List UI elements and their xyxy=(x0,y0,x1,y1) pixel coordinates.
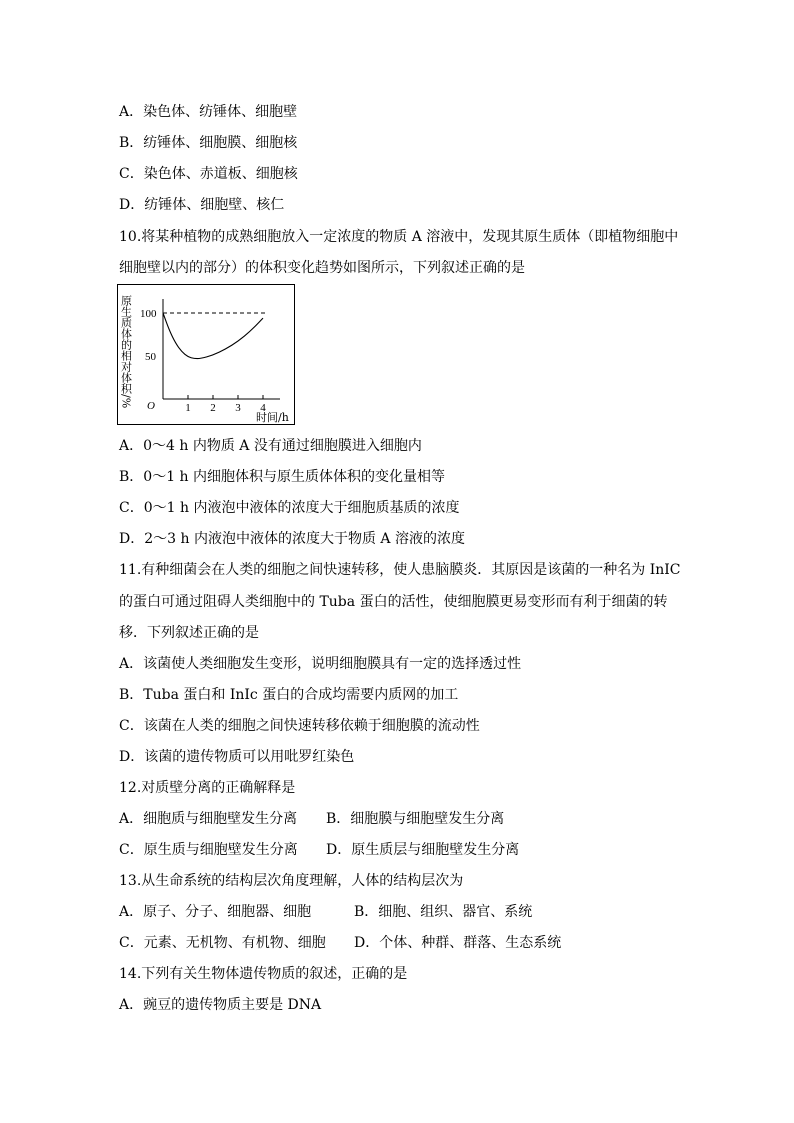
q13-option-b: B．细胞、组织、器官、系统 xyxy=(354,904,533,920)
q12-option-a: A．细胞质与细胞壁发生分离 xyxy=(119,811,298,827)
q11-option-d: D．该菌的遗传物质可以用吡罗红染色 xyxy=(119,749,355,765)
q11-option-b: B．Tuba 蛋白和 InIc 蛋白的合成均需要内质网的加工 xyxy=(119,687,459,703)
q10-option-a: A．0～4 h 内物质 A 没有通过细胞膜进入细胞内 xyxy=(119,438,422,454)
q11-option-c: C．该菌在人类的细胞之间快速转移依赖于细胞膜的流动性 xyxy=(119,718,480,734)
x-tick-label-1: 1 xyxy=(185,402,191,414)
x-ticks xyxy=(185,395,266,414)
y-axis-label: 原生质体的相对体积/% xyxy=(119,295,133,409)
y-tick-label-100: 100 xyxy=(140,308,157,320)
q9-option-b: B．纺锤体、细胞膜、细胞核 xyxy=(119,135,298,151)
q12-option-b: B．细胞膜与细胞壁发生分离 xyxy=(326,811,505,827)
q10-option-b: B．0～1 h 内细胞体积与原生质体体积的变化量相等 xyxy=(119,469,446,485)
q12-option-d: D．原生质层与细胞壁发生分离 xyxy=(326,842,520,858)
q11-stem-line3: 移．下列叙述正确的是 xyxy=(119,625,259,641)
q10-option-c: C．0～1 h 内液泡中液体的浓度大于细胞质基质的浓度 xyxy=(119,500,460,516)
q12-stem: 12.对质壁分离的正确解释是 xyxy=(119,780,296,796)
q9-option-c: C．染色体、赤道板、细胞核 xyxy=(119,166,298,182)
x-tick-label-4: 4 xyxy=(260,402,266,414)
q14-option-a: A．豌豆的遗传物质主要是 DNA xyxy=(119,997,322,1013)
q10-option-d: D．2～3 h 内液泡中液体的浓度大于物质 A 溶液的浓度 xyxy=(119,531,465,547)
chart-svg xyxy=(118,285,294,424)
q13-option-a: A．原子、分子、细胞器、细胞 xyxy=(119,904,312,920)
x-tick-label-3: 3 xyxy=(235,402,241,414)
q10-stem-line1: 10.将某种植物的成熟细胞放入一定浓度的物质 A 溶液中，发现其原生质体（即植物细胞中 xyxy=(119,229,679,245)
q13-option-d: D．个体、种群、群落、生态系统 xyxy=(354,935,562,951)
q13-option-c: C．元素、无机物、有机物、细胞 xyxy=(119,935,326,951)
series-line xyxy=(163,313,263,359)
origin-label: O xyxy=(147,400,155,412)
q11-stem-line1: 11.有种细菌会在人类的细胞之间快速转移，使人患脑膜炎．其原因是该菌的一种名为 InIC xyxy=(119,562,681,578)
q9-option-a: A．染色体、纺锤体、细胞壁 xyxy=(119,104,298,120)
x-axis-label: 时间/h xyxy=(256,411,289,424)
q9-option-d: D．纺锤体、细胞壁、核仁 xyxy=(119,197,285,213)
y-tick-label-50: 50 xyxy=(145,351,156,363)
volume-chart xyxy=(117,284,295,425)
q11-stem-line2: 的蛋白可通过阻碍人类细胞中的 Tuba 蛋白的活性，使细胞膜更易变形而有利于细菌的转 xyxy=(119,594,668,610)
q14-stem: 14.下列有关生物体遗传物质的叙述，正确的是 xyxy=(119,966,408,982)
q10-stem-line2: 细胞壁以内的部分）的体积变化趋势如图所示，下列叙述正确的是 xyxy=(119,260,525,276)
q13-stem: 13.从生命系统的结构层次角度理解，人体的结构层次为 xyxy=(119,873,464,889)
x-tick-label-2: 2 xyxy=(210,402,216,414)
q12-option-c: C．原生质与细胞壁发生分离 xyxy=(119,842,298,858)
q11-option-a: A．该菌使人类细胞发生变形，说明细胞膜具有一定的选择透过性 xyxy=(119,656,522,672)
